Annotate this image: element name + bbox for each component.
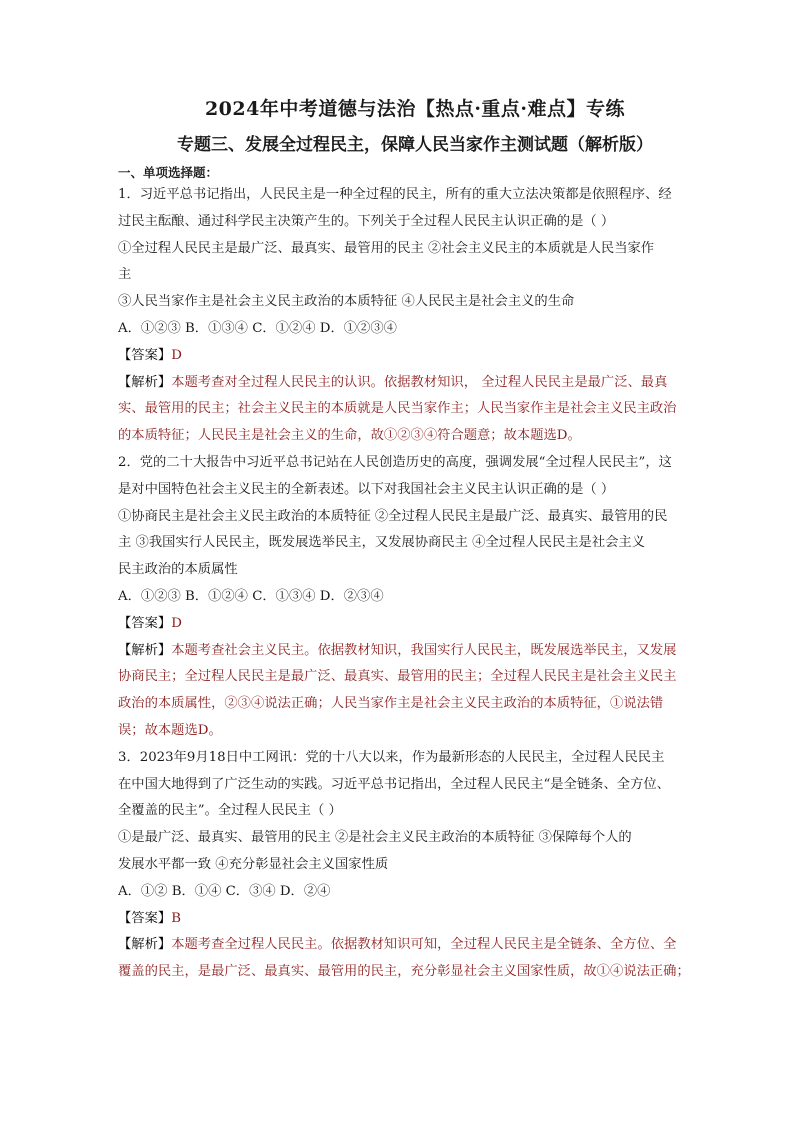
answer-tag: 【答案】 xyxy=(118,347,172,363)
analysis-text: 覆盖的民主，是最广泛、最真实、最管用的民主，充分彰显社会主义国家性质，故①④说法正确； xyxy=(118,964,690,980)
answer-value: D xyxy=(171,615,182,631)
question-3 xyxy=(118,745,712,986)
question-stem-line: 过民主酝酿、通过科学民主决策产生的。下列关于全过程人民民主认识正确的是（ ） xyxy=(118,213,615,229)
analysis-text: 本题考查社会主义民主。依据教材知识，我国实行人民民主，既发展选举民主，又发展 xyxy=(171,642,677,658)
answer-line xyxy=(118,906,712,933)
answer-line xyxy=(118,611,712,638)
document-title: 2024年中考道德与法治【热点·重点·难点】专练 xyxy=(204,98,626,120)
question-options: A．①② B．①④ C．③④ D．②④ xyxy=(118,883,331,899)
answer-value: D xyxy=(171,347,182,363)
answer-value: B xyxy=(171,910,181,926)
question-stem-line: 是对中国特色社会主义民主的全新表述。以下对我国社会主义民主认识正确的是（ ） xyxy=(118,481,615,497)
analysis-line xyxy=(118,691,712,718)
document-subtitle: 专题三、发展全过程民主，保障人民当家作主测试题（解析版） xyxy=(177,135,653,155)
question-statement-line: 发展水平都一致 ④充分彰显社会主义国家性质 xyxy=(118,856,389,872)
analysis-line xyxy=(118,932,712,959)
question-statement-line: ①协商民主是社会主义民主政治的本质特征 ②全过程人民民主是最广泛、最真实、最管用的民 xyxy=(118,508,668,524)
question-stem-line: 1．习近平总书记指出，人民民主是一种全过程的民主，所有的重大立法决策都是依照程序、经 xyxy=(118,187,672,202)
question-statement-line: ③人民当家作主是社会主义民主政治的本质特征 ④人民民主是社会主义的生命 xyxy=(118,294,575,310)
question-options: A．①②③ B．①②④ C．①③④ D．②③④ xyxy=(118,588,384,604)
question-statement-line: ①全过程人民民主是最广泛、最真实、最管用的民主 ②社会主义民主的本质就是人民当家作 xyxy=(118,240,655,256)
analysis-tag: 【解析】 xyxy=(118,374,172,390)
analysis-line xyxy=(118,423,712,450)
section-heading: 一、单项选择题： xyxy=(118,165,219,180)
analysis-tag: 【解析】 xyxy=(118,642,172,658)
analysis-tag: 【解析】 xyxy=(118,937,172,953)
analysis-text: 本题考查全过程人民民主。依据教材知识可知，全过程人民民主是全链条、全方位、全 xyxy=(171,937,677,953)
question-options: A．①②③ B．①③④ C．①②④ D．①②③④ xyxy=(118,320,397,336)
questions-container xyxy=(118,182,712,986)
analysis-line xyxy=(118,718,712,745)
question-stem-line: 全覆盖的民主”。全过程人民民主（ ） xyxy=(118,803,342,819)
analysis-line xyxy=(118,638,712,665)
question-statement-line: 民主政治的本质属性 xyxy=(118,562,238,578)
question-statement-line: 主 ③我国实行人民民主，既发展选举民主，又发展协商民主 ④全过程人民民主是社会主义 xyxy=(118,535,646,551)
analysis-text: 误；故本题选D。 xyxy=(118,722,222,738)
question-stem-line: 3．2023年9月18日中工网讯：党的十八大以来，作为最新形态的人民民主，全过程人民民主 xyxy=(118,749,665,765)
analysis-text: 协商民主；全过程人民民主是最广泛、最真实、最管用的民主；全过程人民民主是社会主义民主 xyxy=(118,669,677,685)
answer-line xyxy=(118,343,712,370)
answer-tag: 【答案】 xyxy=(118,910,172,926)
analysis-line xyxy=(118,664,712,691)
question-stem-line: 2．党的二十大报告中习近平总书记站在人民创造历史的高度，强调发展“全过程人民民主”，这 xyxy=(118,454,672,470)
answer-tag: 【答案】 xyxy=(118,615,172,631)
analysis-text: 本题考查对全过程人民民主的认识。依据教材知识， 全过程人民民主是最广泛、最真 xyxy=(171,374,668,390)
analysis-line xyxy=(118,370,712,397)
question-stem-line: 在中国大地得到了广泛生动的实践。习近平总书记指出，全过程人民民主“是全链条、全方位、 xyxy=(118,776,670,792)
question-2 xyxy=(118,450,712,745)
analysis-line xyxy=(118,959,712,986)
question-statement-line: ①是最广泛、最真实、最管用的民主 ②是社会主义民主政治的本质特征 ③保障每个人的 xyxy=(118,830,632,846)
analysis-text: 实、最管用的民主；社会主义民主的本质就是人民当家作主；人民当家作主是社会主义民主政治 xyxy=(118,401,677,417)
analysis-line xyxy=(118,396,712,423)
analysis-text: 政治的本质属性，②③④说法正确；人民当家作主是社会主义民主政治的本质特征，①说法错 xyxy=(118,696,664,712)
question-statement-line: 主 xyxy=(118,267,132,283)
analysis-text: 的本质特征；人民民主是社会主义的生命，故①②③④符合题意；故本题选D。 xyxy=(118,428,581,444)
question-1 xyxy=(118,182,712,450)
